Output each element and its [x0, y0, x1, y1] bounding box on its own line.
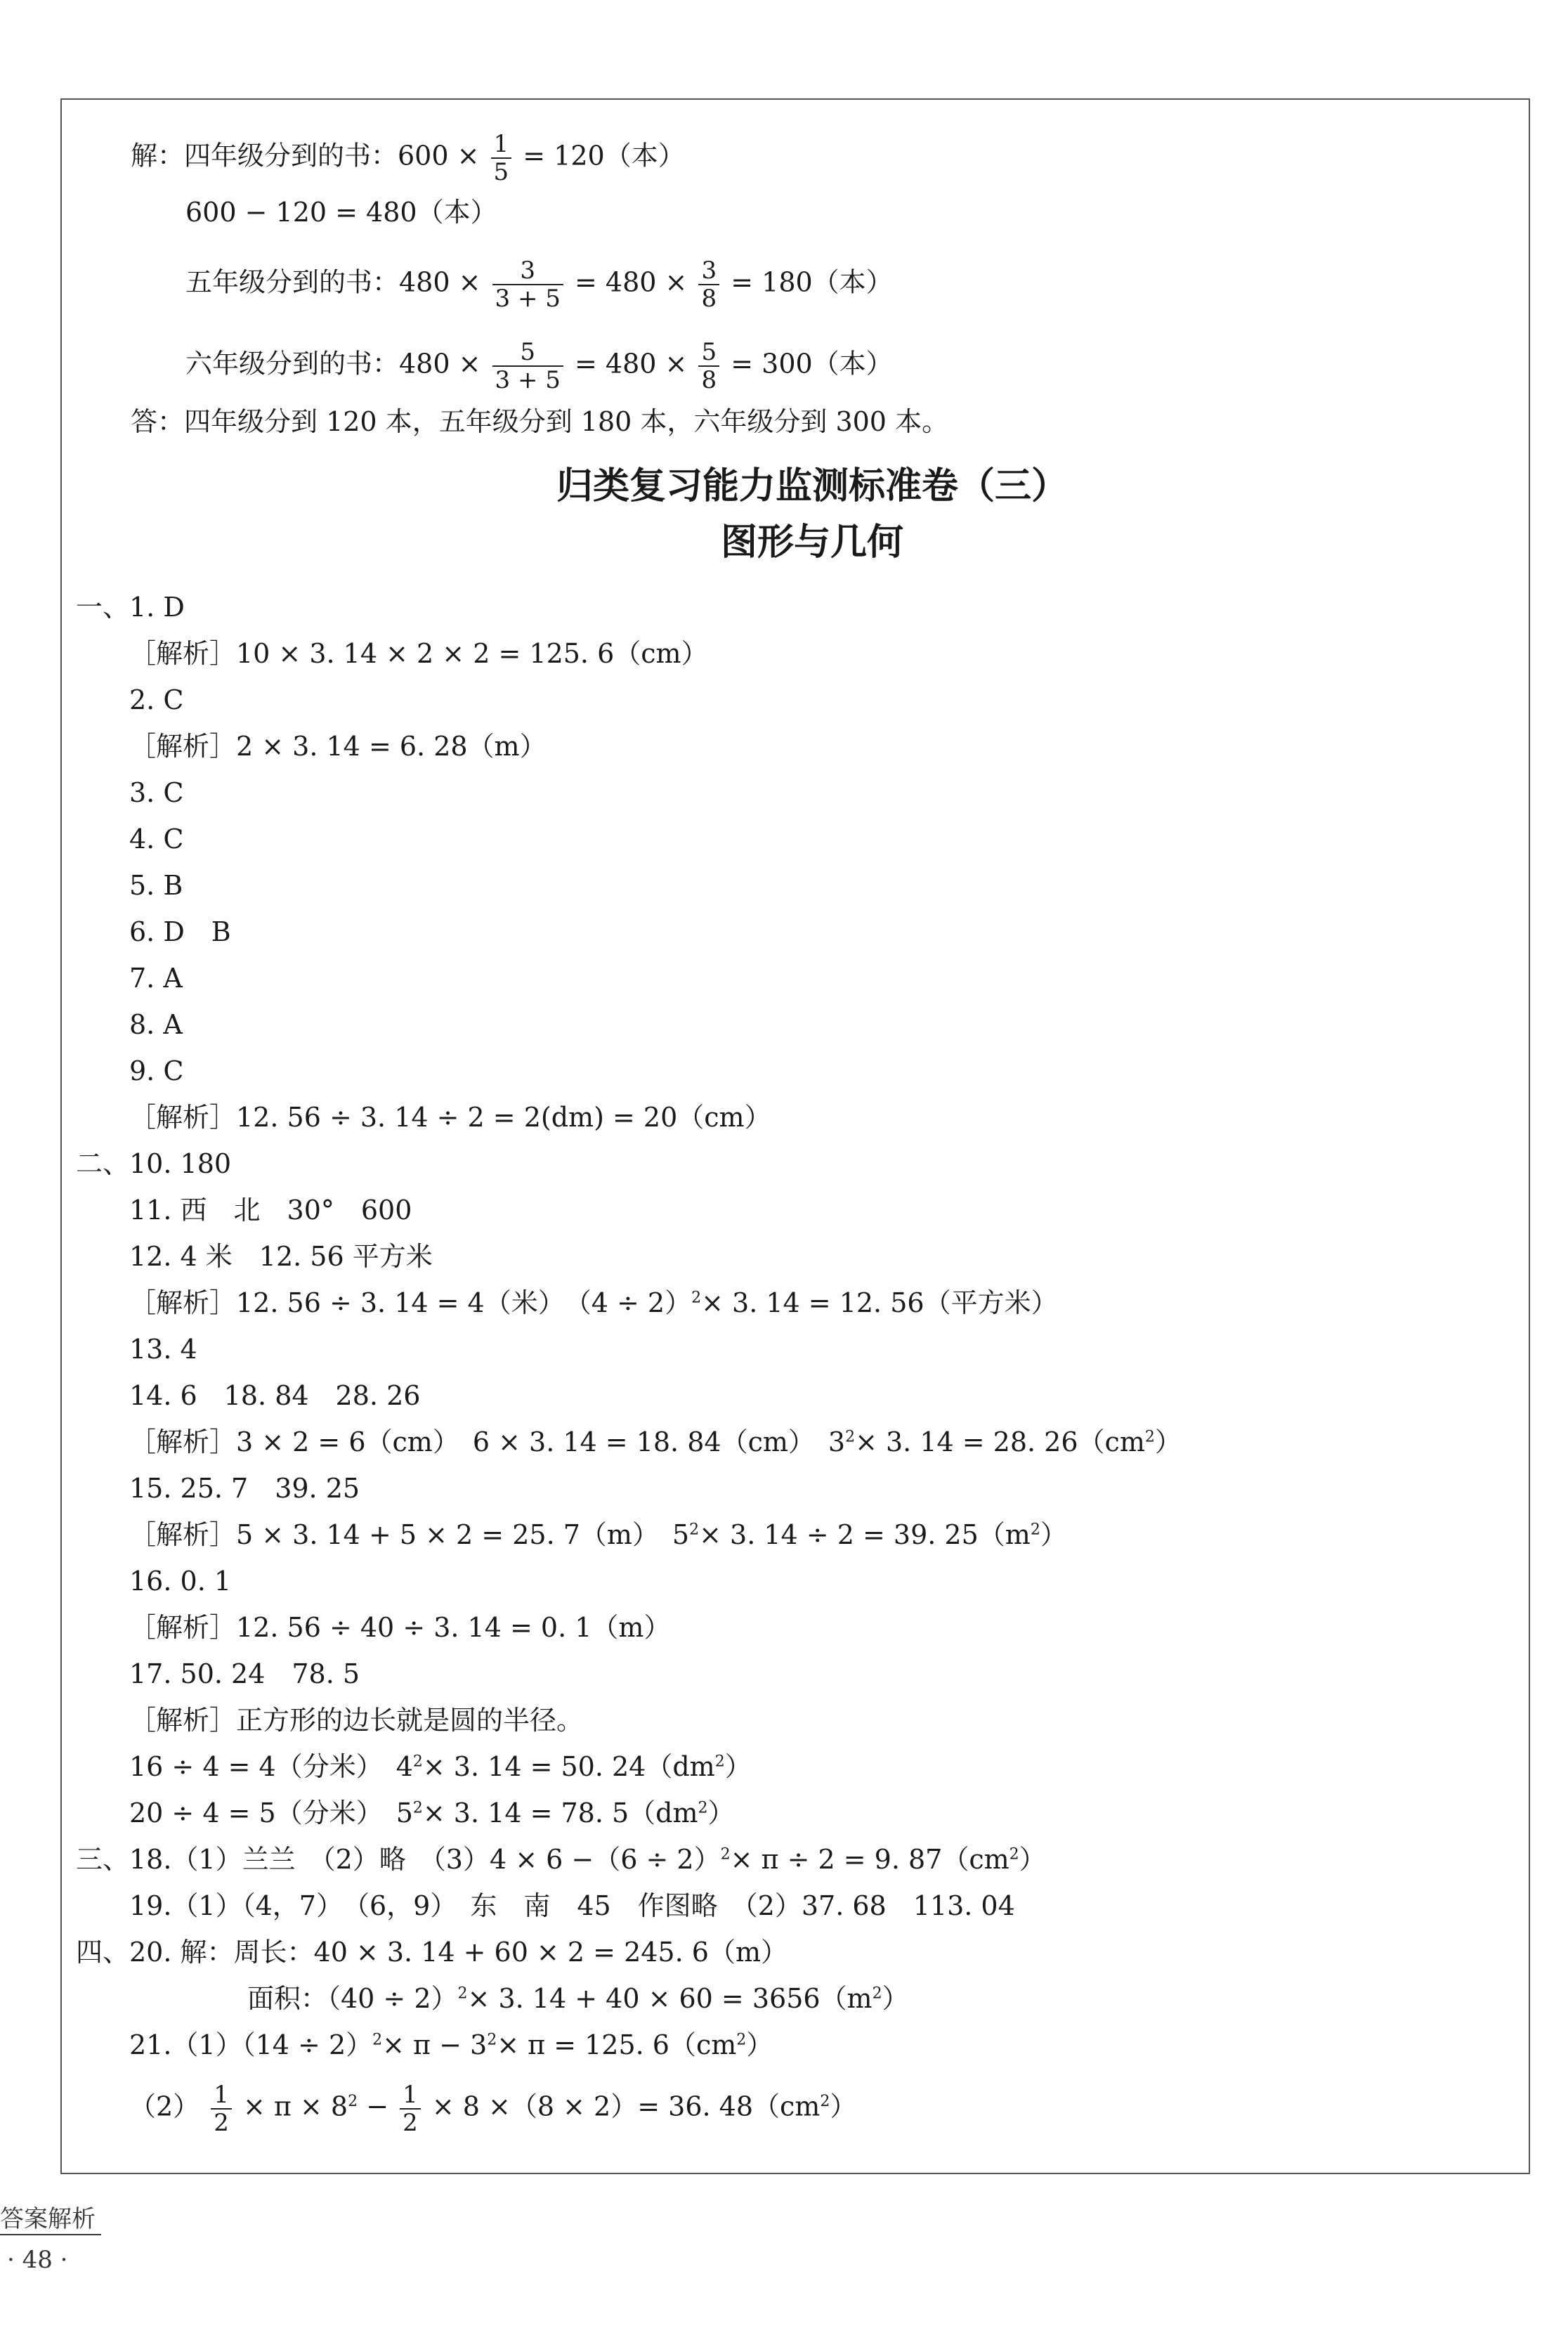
fraction: $\frac{1}{5}$	[491, 131, 512, 186]
page-number: · 48 ·	[7, 2246, 68, 2274]
footer-label: 答案解析	[0, 2199, 101, 2235]
solution-line-1: 解：四年级分到的书：600 × $\frac{1}{5}$ = 120（本）	[131, 130, 685, 186]
answer-item: （2） $\frac{1}{2}$ × $\pi \times 8^2$ − $\frac{1}{2}$ × 8 ×（8 × 2）= 36. $48(cm^2)$	[129, 2081, 857, 2137]
answer-item: 9. C	[129, 1055, 184, 1086]
solution-line-2: 600 − 120 = 480（本）	[185, 197, 497, 228]
answer-item: 8. A	[129, 1009, 183, 1040]
answer-item: 面积：$(40 \div 2)^2\times 3$. $14 + 40 \times 60 = 3656(m^2)$	[247, 1983, 909, 2014]
solution-line-4: 六年级分到的书：480 × $\frac{5}{3 + 5}$ = 480 × $\frac{5}{8}$ = 300（本）	[185, 338, 893, 394]
fraction: $\frac{1}{2}$	[400, 2081, 421, 2136]
answer-item: 4. C	[129, 824, 184, 854]
analysis-line: 20 ÷ 4 = 5（分米） $5^2\times 3$. 14 = 78. $5(dm^2)$	[129, 1798, 735, 1828]
analysis-line: ［解析］12. 56 ÷ 40 ÷ 3. 14 = 0. 1（m）	[129, 1612, 671, 1643]
answer-item: 2. C	[129, 684, 184, 715]
answer-item: 7. A	[129, 963, 183, 994]
answer-item: 二、10. 180	[76, 1148, 232, 1179]
fraction: $\frac{5}{8}$	[698, 339, 719, 394]
answer-item: 11. 西 北 30° 600	[129, 1195, 412, 1226]
answer-item: 13. 4	[129, 1334, 197, 1365]
analysis-line: ［解析］5 × 3. 14 + 5 × 2 = 25. 7（m） $5^2\times 3$. 14 ÷ 2 = 39. $25(m^2)$	[129, 1519, 1067, 1550]
analysis-line: ［解析］2 × 3. 14 = 6. 28（m）	[129, 731, 547, 762]
answer-item: 三、18.（1）兰兰 （2）略 $(3)4 \times 6 -(6 \div 2)^2\times \pi \div 2 = 9$. $87(cm^2)$	[76, 1844, 1046, 1875]
fraction: $\frac{1}{2}$	[211, 2081, 232, 2136]
analysis-line: ［解析］正方形的边长就是圆的半径。	[129, 1705, 584, 1736]
answer-item: 12. 4 米 12. 56 平方米	[129, 1241, 433, 1272]
answer-item: 6. D B	[129, 916, 231, 947]
analysis-line: ［解析］12. 56 ÷ 3. 14 ÷ 2 = 2(dm) = 20（cm）	[129, 1102, 771, 1133]
answer-item: 17. 50. 24 78. 5	[129, 1658, 360, 1689]
analysis-line: ［解析］12. 56 ÷ 3. 14 = 4（米） $(4 \div 2)^2\times 3$. 14 = 12. 56（平方米）	[129, 1287, 1058, 1318]
analysis-line: 16 ÷ 4 = 4（分米） $4^2\times 3$. 14 = 50. $24(dm^2)$	[129, 1751, 752, 1782]
answer-item: 一、1. D	[76, 592, 185, 623]
answer-item: $21.(1)(14 \div 2)^2\times \pi - 3^2\times \pi = 125$. $6(cm^2)$	[129, 2029, 773, 2060]
analysis-line: ［解析］3 × 2 = 6（cm） 6 × 3. 14 = 18. 84（cm） $3^2\times 3$. 14 = 28. $26(cm^2)$	[129, 1427, 1182, 1457]
answer-item: 四、20. 解：周长：40 × 3. 14 + 60 × 2 = 245. 6（m）	[76, 1937, 788, 1968]
answer-item: 5. B	[129, 870, 183, 901]
answer-line: 答：四年级分到 120 本，五年级分到 180 本，六年级分到 300 本。	[131, 406, 949, 437]
fraction: $\frac{5}{3 + 5}$	[492, 339, 563, 394]
answer-item: 16. 0. 1	[129, 1566, 232, 1597]
analysis-line: ［解析］10 × 3. 14 × 2 × 2 = 125. 6（cm）	[129, 638, 708, 669]
answer-item: 15. 25. 7 39. 25	[129, 1473, 360, 1504]
section-title: 归类复习能力监测标准卷（三）	[556, 465, 1068, 507]
answer-item: 19.（1）（4，7） （6，9） 东 南 45 作图略 （2）37. 68 113. 04	[129, 1890, 1015, 1921]
answer-item: 14. 6 18. 84 28. 26	[129, 1380, 421, 1411]
solution-line-3: 五年级分到的书：480 × $\frac{3}{3 + 5}$ = 480 × $\frac{3}{8}$ = 180（本）	[185, 256, 893, 313]
section-subtitle: 图形与几何	[720, 521, 903, 564]
fraction: $\frac{3}{8}$	[698, 257, 719, 312]
fraction: $\frac{3}{3 + 5}$	[492, 257, 563, 312]
answer-item: 3. C	[129, 777, 184, 808]
